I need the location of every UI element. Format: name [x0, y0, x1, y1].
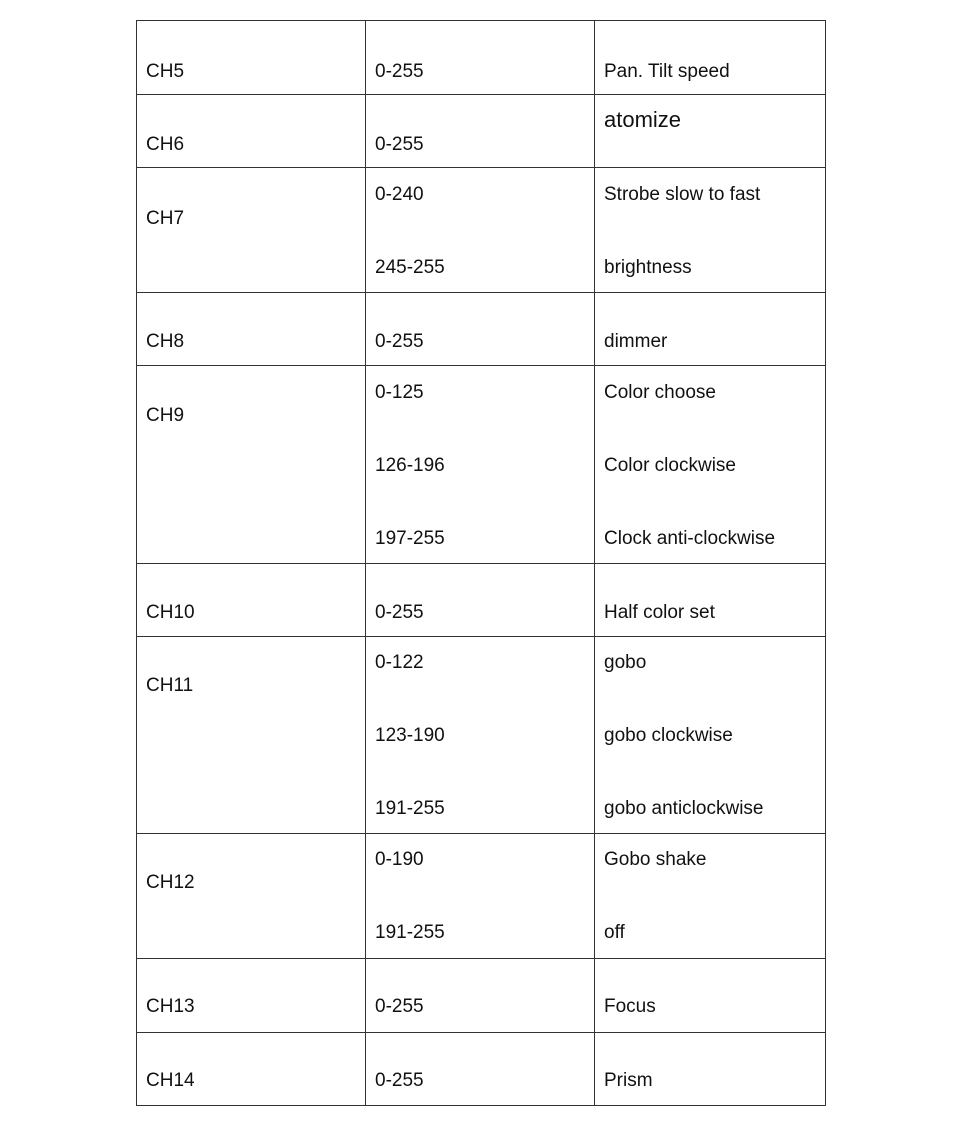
table-row [137, 1033, 826, 1106]
function-text: Color choose [604, 382, 716, 403]
channel-label: CH11 [146, 675, 194, 696]
range-value: 197-255 [375, 528, 445, 549]
range-value: 0-255 [375, 602, 424, 623]
range-value: 245-255 [375, 257, 445, 278]
table-row [137, 637, 826, 834]
channel-cell [137, 564, 366, 637]
function-text: gobo clockwise [604, 725, 733, 746]
table-row [137, 95, 826, 168]
range-value: 126-196 [375, 455, 445, 476]
channel-cell [137, 366, 366, 564]
table-row [137, 293, 826, 366]
function-text: Color clockwise [604, 455, 736, 476]
function-cell [595, 293, 826, 366]
function-cell [595, 21, 826, 95]
range-value: 0-122 [375, 652, 424, 673]
channel-label: CH12 [146, 872, 195, 893]
function-cell [595, 168, 826, 293]
channel-cell [137, 1033, 366, 1106]
table-row [137, 21, 826, 95]
function-text: Prism [604, 1070, 653, 1091]
range-cell [366, 1033, 595, 1106]
table-row [137, 564, 826, 637]
channel-label: CH13 [146, 996, 195, 1017]
range-cell [366, 959, 595, 1033]
range-value: 0-255 [375, 61, 424, 82]
range-cell [366, 168, 595, 293]
function-text: Strobe slow to fast [604, 184, 761, 205]
range-value: 191-255 [375, 798, 445, 819]
channel-label: CH10 [146, 602, 195, 623]
function-cell [595, 564, 826, 637]
function-text: Pan. Tilt speed [604, 61, 730, 82]
range-cell [366, 834, 595, 959]
dmx-channel-table [136, 20, 826, 1106]
function-text: gobo anticlockwise [604, 798, 764, 819]
channel-cell [137, 293, 366, 366]
function-text: brightness [604, 257, 692, 278]
channel-label: CH14 [146, 1070, 195, 1091]
function-text: Half color set [604, 602, 715, 623]
range-value: 0-190 [375, 849, 424, 870]
table-row [137, 168, 826, 293]
function-text: Gobo shake [604, 849, 707, 870]
function-cell [595, 959, 826, 1033]
channel-label: CH6 [146, 134, 185, 155]
channel-cell [137, 834, 366, 959]
function-text: dimmer [604, 331, 668, 352]
range-value: 0-240 [375, 184, 424, 205]
range-value: 0-255 [375, 134, 424, 155]
function-text: Clock anti-clockwise [604, 528, 776, 549]
channel-label: CH8 [146, 331, 185, 352]
function-text: off [604, 922, 625, 943]
function-text: Focus [604, 996, 656, 1017]
range-value: 0-125 [375, 382, 424, 403]
function-cell [595, 834, 826, 959]
channel-cell [137, 168, 366, 293]
channel-cell [137, 95, 366, 168]
channel-label: CH9 [146, 405, 185, 426]
range-value: 123-190 [375, 725, 445, 746]
range-cell [366, 564, 595, 637]
range-value: 0-255 [375, 1070, 424, 1091]
range-cell [366, 95, 595, 168]
range-value: 0-255 [375, 331, 424, 352]
range-value: 191-255 [375, 922, 445, 943]
table-row [137, 834, 826, 959]
function-cell [595, 637, 826, 834]
range-value: 0-255 [375, 996, 424, 1017]
range-cell [366, 366, 595, 564]
function-text: atomize [604, 107, 682, 132]
table-row [137, 959, 826, 1033]
function-cell [595, 95, 826, 168]
function-cell [595, 366, 826, 564]
table-row [137, 366, 826, 564]
function-text: gobo [604, 652, 647, 673]
channel-cell [137, 21, 366, 95]
range-cell [366, 637, 595, 834]
channel-cell [137, 959, 366, 1033]
channel-label: CH5 [146, 61, 185, 82]
channel-label: CH7 [146, 208, 185, 229]
channel-cell [137, 637, 366, 834]
function-cell [595, 1033, 826, 1106]
range-cell [366, 21, 595, 95]
range-cell [366, 293, 595, 366]
